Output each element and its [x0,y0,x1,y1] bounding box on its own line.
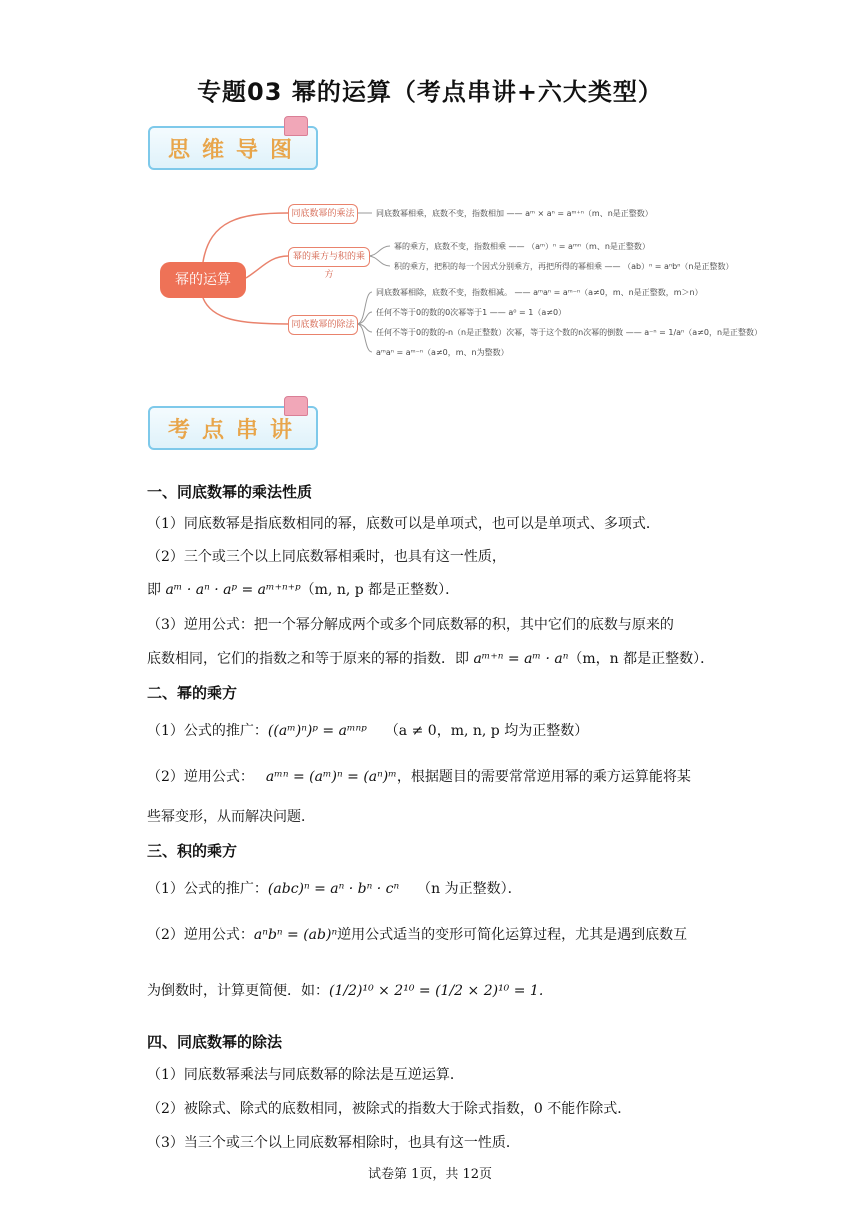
text: 逆用公式适当的变形可简化运算过程，尤其是遇到底数互 [337,927,688,943]
mind-map-leaf: 积的乘方，把积的每一个因式分别乘方，再把所得的幂相乘 —— （ab）ⁿ = aⁿbⁿ（n是正整数） [394,262,734,271]
page-title: 专题03 幂的运算（考点串讲+六大类型） [197,78,663,106]
formula: aᵐ⁺ⁿ = aᵐ · aⁿ [473,651,569,667]
mind-map-leaf: 同底数幂相除，底数不变，指数相减。 —— aᵐaⁿ = aᵐ⁻ⁿ（a≠0，m、n是正整数，m＞n） [376,288,703,297]
mind-map-branch: 幂的乘方与积的乘方 [288,247,370,267]
paragraph [147,766,691,786]
section-heading: 三、积的乘方 [147,842,238,860]
page-footer: 试卷第 1页，共 12页 [367,1167,493,1182]
mind-map-leaf: 任何不等于0的数的-n（n是正整数）次幂，等于这个数的n次幂的倒数 —— a⁻ⁿ = 1/aⁿ（a≠0，n是正整数） [376,328,763,337]
mind-map-connectors [0,0,860,380]
paragraph: （3）逆用公式：把一个幂分解成两个或多个同底数幂的积，其中它们的底数与原来的 [147,617,674,633]
mind-map-leaf: 同底数幂相乘，底数不变，指数相加 —— aᵐ × aⁿ = aᵐ⁺ⁿ（m、n是正整数） [376,209,653,218]
paragraph: （2）三个或三个以上同底数幂相乘时，也具有这一性质， [147,549,506,565]
formula: aⁿbⁿ = (ab)ⁿ [253,927,338,943]
paragraph: （2）被除式、除式的底数相同，被除式的指数大于除式指数，0 不能作除式． [147,1101,632,1117]
paragraph: （3）当三个或三个以上同底数幂相除时，也具有这一性质． [147,1135,520,1151]
paragraph [147,924,687,944]
formula: (1/2)¹⁰ × 2¹⁰ = (1/2 × 2)¹⁰ = 1. [329,983,544,999]
text: （m, n, p 都是正整数）． [300,582,460,598]
formula: aᵐ · aⁿ · aᵖ = aᵐ⁺ⁿ⁺ᵖ [165,582,301,598]
paragraph: （1）同底数幂乘法与同底数幂的除法是互逆运算． [147,1067,464,1083]
text: 即 [147,582,166,598]
paragraph [147,878,522,898]
text: （1）公式的推广： [147,881,268,897]
formula: (abc)ⁿ = aⁿ · bⁿ · cⁿ [267,881,400,897]
paragraph [147,980,543,1000]
mind-map-leaf: 任何不等于0的数的0次幂等于1 —— a⁰ = 1（a≠0） [376,308,567,317]
text: 为倒数时，计算更简便．如： [147,983,329,999]
text: （2）逆用公式： [147,769,254,785]
banner-label: 考点串讲 [168,418,305,443]
section-heading: 四、同底数幂的除法 [147,1033,283,1051]
text: （2）逆用公式： [147,927,254,943]
paragraph [147,720,588,740]
mind-map-leaf: 幂的乘方，底数不变，指数相乘 —— （aᵐ）ⁿ = aᵐⁿ（m、n是正整数） [394,242,650,251]
text: （a ≠ 0，m, n, p 均为正整数） [384,723,589,739]
key-points-banner [148,406,320,450]
mind-map-branch: 同底数幂的乘法 [288,204,358,224]
banner-label: 思维导图 [168,138,305,163]
section-heading: 一、同底数幂的乘法性质 [147,483,313,501]
mind-map-leaf: aᵐaⁿ = aᵐ⁻ⁿ（a≠0，m、n为整数） [376,348,509,357]
mind-map-root: 幂的运算 [160,262,246,298]
text: 底数相同，它们的指数之和等于原来的幂的指数．即 [147,651,474,667]
paragraph [147,579,459,599]
paragraph [147,648,714,668]
formula: aᵐⁿ = (aᵐ)ⁿ = (aⁿ)ᵐ [265,769,397,785]
text: （m，n 都是正整数）． [568,651,715,667]
mind-map-branch: 同底数幂的除法 [288,315,358,335]
section-heading: 二、幂的乘方 [147,684,238,702]
text: （n 为正整数）． [417,881,522,897]
text: ，根据题目的需要常常逆用幂的乘方运算能将某 [396,769,691,785]
paragraph: （1）同底数幂是指底数相同的幂，底数可以是单项式，也可以是单项式、多项式． [147,516,660,532]
text: （1）公式的推广： [147,723,268,739]
formula: ((aᵐ)ⁿ)ᵖ = aᵐⁿᵖ [267,723,367,739]
paragraph: 些幂变形，从而解决问题． [147,809,315,825]
